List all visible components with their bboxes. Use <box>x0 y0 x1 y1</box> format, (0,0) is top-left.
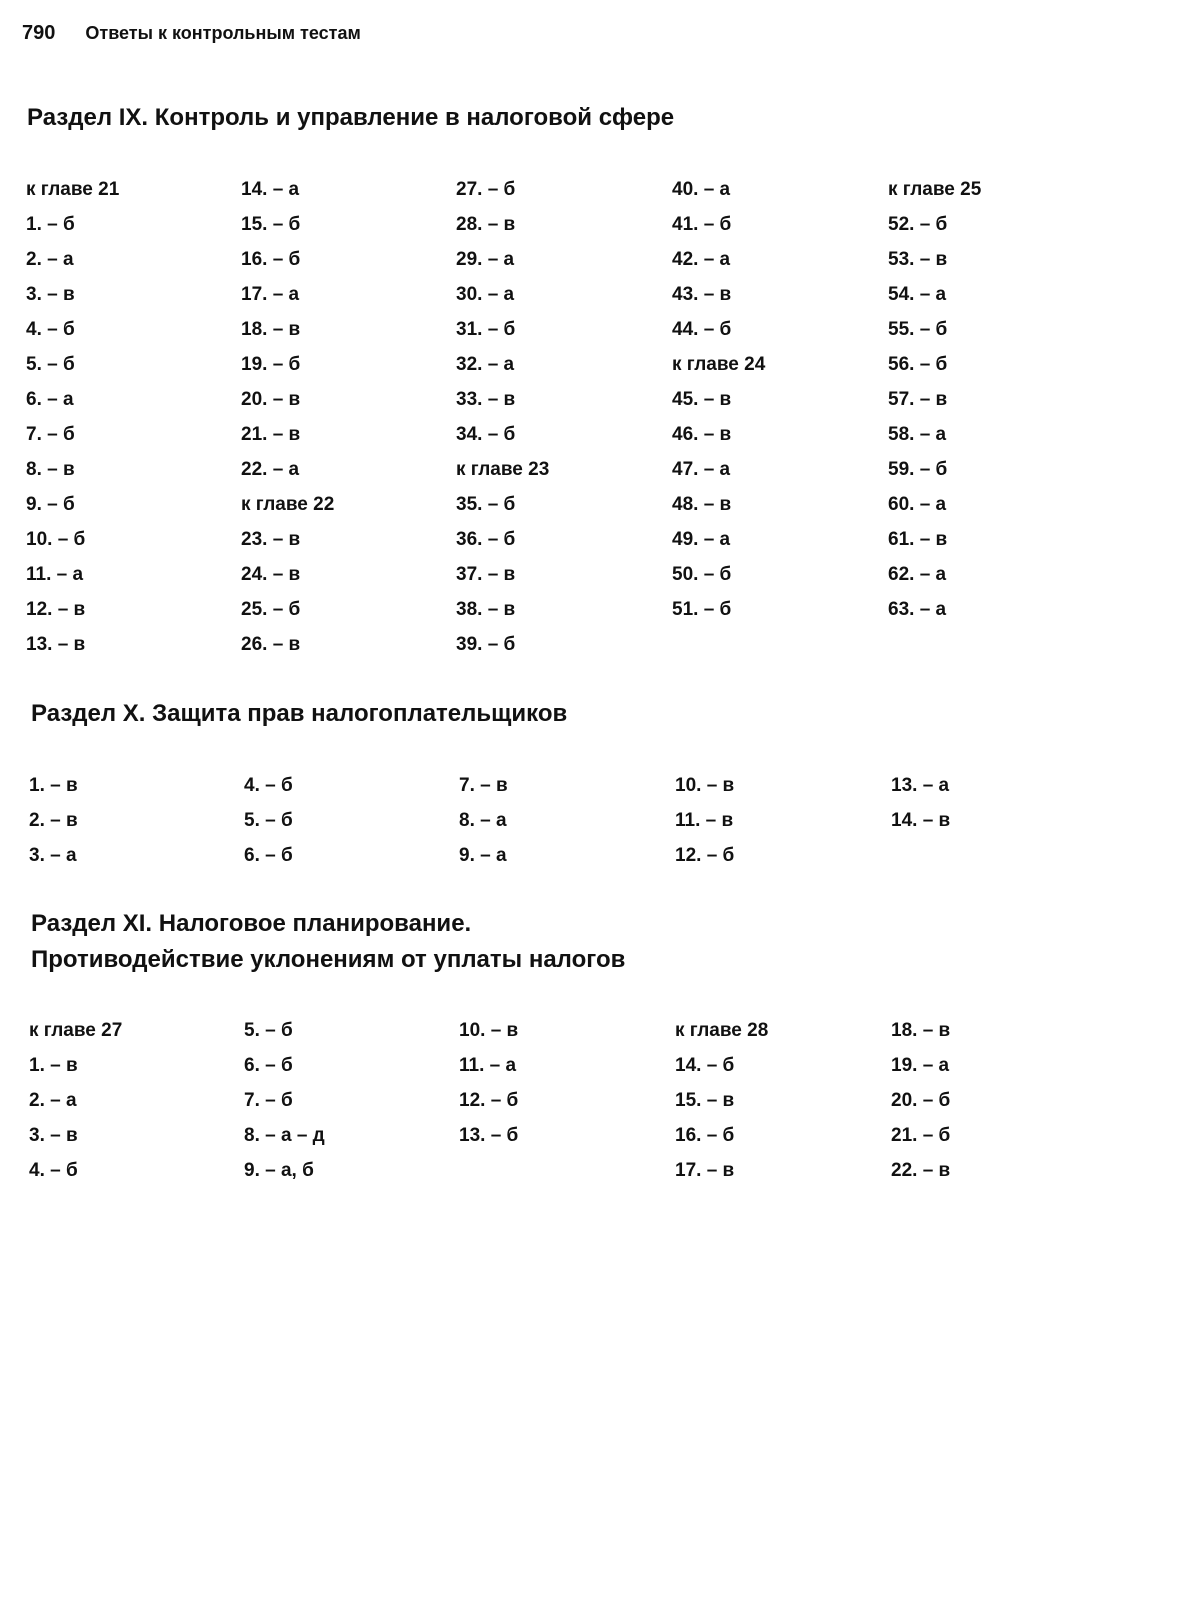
running-head <box>22 18 361 48</box>
answer-item: 10. – б <box>26 529 86 550</box>
answer-item: 38. – в <box>456 599 516 620</box>
answer-item: 7. – б <box>244 1090 293 1111</box>
answer-item: 5. – б <box>26 354 75 375</box>
answer-item: 43. – в <box>672 284 732 305</box>
answer-item: 63. – а <box>888 599 947 620</box>
answer-grid <box>29 768 1107 873</box>
answer-item: 20. – в <box>241 389 301 410</box>
answer-item: 35. – б <box>456 494 516 515</box>
chapter-heading: к главе 27 <box>29 1020 123 1041</box>
answer-item: 51. – б <box>672 599 732 620</box>
answer-item: 59. – б <box>888 459 948 480</box>
chapter-heading: к главе 28 <box>675 1020 769 1041</box>
answer-item: 22. – а <box>241 459 300 480</box>
answer-item: 11. – а <box>459 1055 517 1076</box>
answer-item: 14. – а <box>241 179 300 200</box>
answer-item: 3. – в <box>26 284 75 305</box>
answer-item: 12. – в <box>26 599 86 620</box>
answer-item: 4. – б <box>244 775 293 796</box>
answer-item: 62. – а <box>888 564 947 585</box>
answer-item: 6. – а <box>26 389 74 410</box>
answer-item: 53. – в <box>888 249 948 270</box>
answer-item: 18. – в <box>891 1020 951 1041</box>
answer-item: 21. – в <box>241 424 301 445</box>
answer-item: 60. – а <box>888 494 947 515</box>
answer-item: 20. – б <box>891 1090 951 1111</box>
answer-item: 10. – в <box>675 775 735 796</box>
answer-item: 33. – в <box>456 389 516 410</box>
answer-item: 5. – б <box>244 810 293 831</box>
answer-item: 22. – в <box>891 1160 951 1181</box>
answer-grid <box>26 172 1104 662</box>
answer-item: 36. – б <box>456 529 516 550</box>
running-title: Ответы к контрольным тестам <box>85 22 361 43</box>
answer-item: 11. – а <box>26 564 84 585</box>
answer-column <box>891 768 1107 873</box>
page-number: 790 <box>22 21 56 44</box>
answer-item: 11. – в <box>675 810 734 831</box>
answer-item: 17. – в <box>675 1160 735 1181</box>
chapter-heading: к главе 25 <box>888 179 982 200</box>
answer-item: 12. – б <box>675 845 735 866</box>
answer-item: 9. – а, б <box>244 1160 314 1181</box>
answer-item: 25. – б <box>241 599 301 620</box>
answer-item: 3. – в <box>29 1125 78 1146</box>
answer-column <box>244 768 459 873</box>
answer-item: 42. – а <box>672 249 731 270</box>
answer-item: 4. – б <box>26 319 75 340</box>
answer-column <box>891 1013 1107 1188</box>
answer-item: 47. – а <box>672 459 731 480</box>
answer-item: 54. – а <box>888 284 947 305</box>
answer-column <box>456 172 672 662</box>
answer-item: 2. – а <box>29 1090 77 1111</box>
answer-item: 45. – в <box>672 389 732 410</box>
answer-item: 57. – в <box>888 389 948 410</box>
answer-item: 2. – а <box>26 249 74 270</box>
answer-item: 28. – в <box>456 214 516 235</box>
answer-item: 55. – б <box>888 319 948 340</box>
answer-item: 41. – б <box>672 214 732 235</box>
answer-item: 7. – в <box>459 775 508 796</box>
answer-column <box>26 172 241 662</box>
answer-item: 1. – б <box>26 214 75 235</box>
answer-item: 37. – в <box>456 564 516 585</box>
answer-item: 49. – а <box>672 529 731 550</box>
section-title-line: Раздел IX. Контроль и управление в налоговой сфере <box>27 104 675 131</box>
section-xi-title <box>31 906 625 978</box>
answer-item: 14. – б <box>675 1055 735 1076</box>
section-ix-title <box>27 100 674 136</box>
answer-item: 19. – б <box>241 354 301 375</box>
answer-item: 13. – в <box>26 634 86 655</box>
answer-item: 8. – в <box>26 459 75 480</box>
answer-item: 19. – а <box>891 1055 950 1076</box>
answer-item: 23. – в <box>241 529 301 550</box>
chapter-heading: к главе 24 <box>672 354 766 375</box>
answer-item: 46. – в <box>672 424 732 445</box>
answer-column <box>672 172 888 662</box>
chapter-heading: к главе 23 <box>456 459 550 480</box>
answer-column <box>29 768 244 873</box>
answer-item: 21. – б <box>891 1125 951 1146</box>
answer-item: 6. – б <box>244 1055 293 1076</box>
answer-item: 1. – в <box>29 1055 78 1076</box>
answer-item: 48. – в <box>672 494 732 515</box>
answer-item: 12. – б <box>459 1090 519 1111</box>
answer-item: 10. – в <box>459 1020 519 1041</box>
answer-item: 40. – а <box>672 179 731 200</box>
answer-item: 1. – в <box>29 775 78 796</box>
answer-item: 13. – б <box>459 1125 519 1146</box>
answer-item: 27. – б <box>456 179 516 200</box>
section-title-line: Противодействие уклонениям от уплаты налогов <box>31 946 626 973</box>
answer-column <box>888 172 1104 662</box>
answer-item: 5. – б <box>244 1020 293 1041</box>
answer-item: 9. – а <box>459 845 507 866</box>
answer-item: 14. – в <box>891 810 951 831</box>
answer-column <box>244 1013 459 1188</box>
answer-item: 9. – б <box>26 494 75 515</box>
answer-item: 26. – в <box>241 634 301 655</box>
answer-column <box>675 768 891 873</box>
answer-item: 7. – б <box>26 424 75 445</box>
answer-item: 56. – б <box>888 354 948 375</box>
answer-item: 16. – б <box>675 1125 735 1146</box>
answer-item: 50. – б <box>672 564 732 585</box>
answer-item: 6. – б <box>244 845 293 866</box>
answer-item: 29. – а <box>456 249 515 270</box>
answer-item: 52. – б <box>888 214 948 235</box>
section-title-line: Раздел XI. Налоговое планирование. <box>31 910 472 937</box>
answer-item: 8. – а – д <box>244 1125 325 1146</box>
answer-column <box>241 172 456 662</box>
answer-item: 44. – б <box>672 319 732 340</box>
section-x-title <box>31 696 567 732</box>
answer-item: 18. – в <box>241 319 301 340</box>
answer-item: 58. – а <box>888 424 947 445</box>
answer-item: 31. – б <box>456 319 516 340</box>
answer-column <box>29 1013 244 1188</box>
answer-item: 17. – а <box>241 284 300 305</box>
answer-item: 16. – б <box>241 249 301 270</box>
section-title-line: Раздел X. Защита прав налогоплательщиков <box>31 700 568 727</box>
answer-grid <box>29 1013 1107 1188</box>
answer-item: 8. – а <box>459 810 507 831</box>
answer-item: 15. – б <box>241 214 301 235</box>
chapter-heading: к главе 21 <box>26 179 120 200</box>
answer-item: 15. – в <box>675 1090 735 1111</box>
answer-item: 13. – а <box>891 775 950 796</box>
answer-item: 3. – а <box>29 845 77 866</box>
answer-item: 2. – в <box>29 810 78 831</box>
answer-item: 39. – б <box>456 634 516 655</box>
answer-column <box>675 1013 891 1188</box>
answer-item: 30. – а <box>456 284 515 305</box>
answer-column <box>459 768 675 873</box>
answer-item: 34. – б <box>456 424 516 445</box>
answer-item: 24. – в <box>241 564 301 585</box>
answer-column <box>459 1013 675 1188</box>
chapter-heading: к главе 22 <box>241 494 335 515</box>
answer-item: 61. – в <box>888 529 948 550</box>
answer-item: 4. – б <box>29 1160 78 1181</box>
answer-item: 32. – а <box>456 354 515 375</box>
